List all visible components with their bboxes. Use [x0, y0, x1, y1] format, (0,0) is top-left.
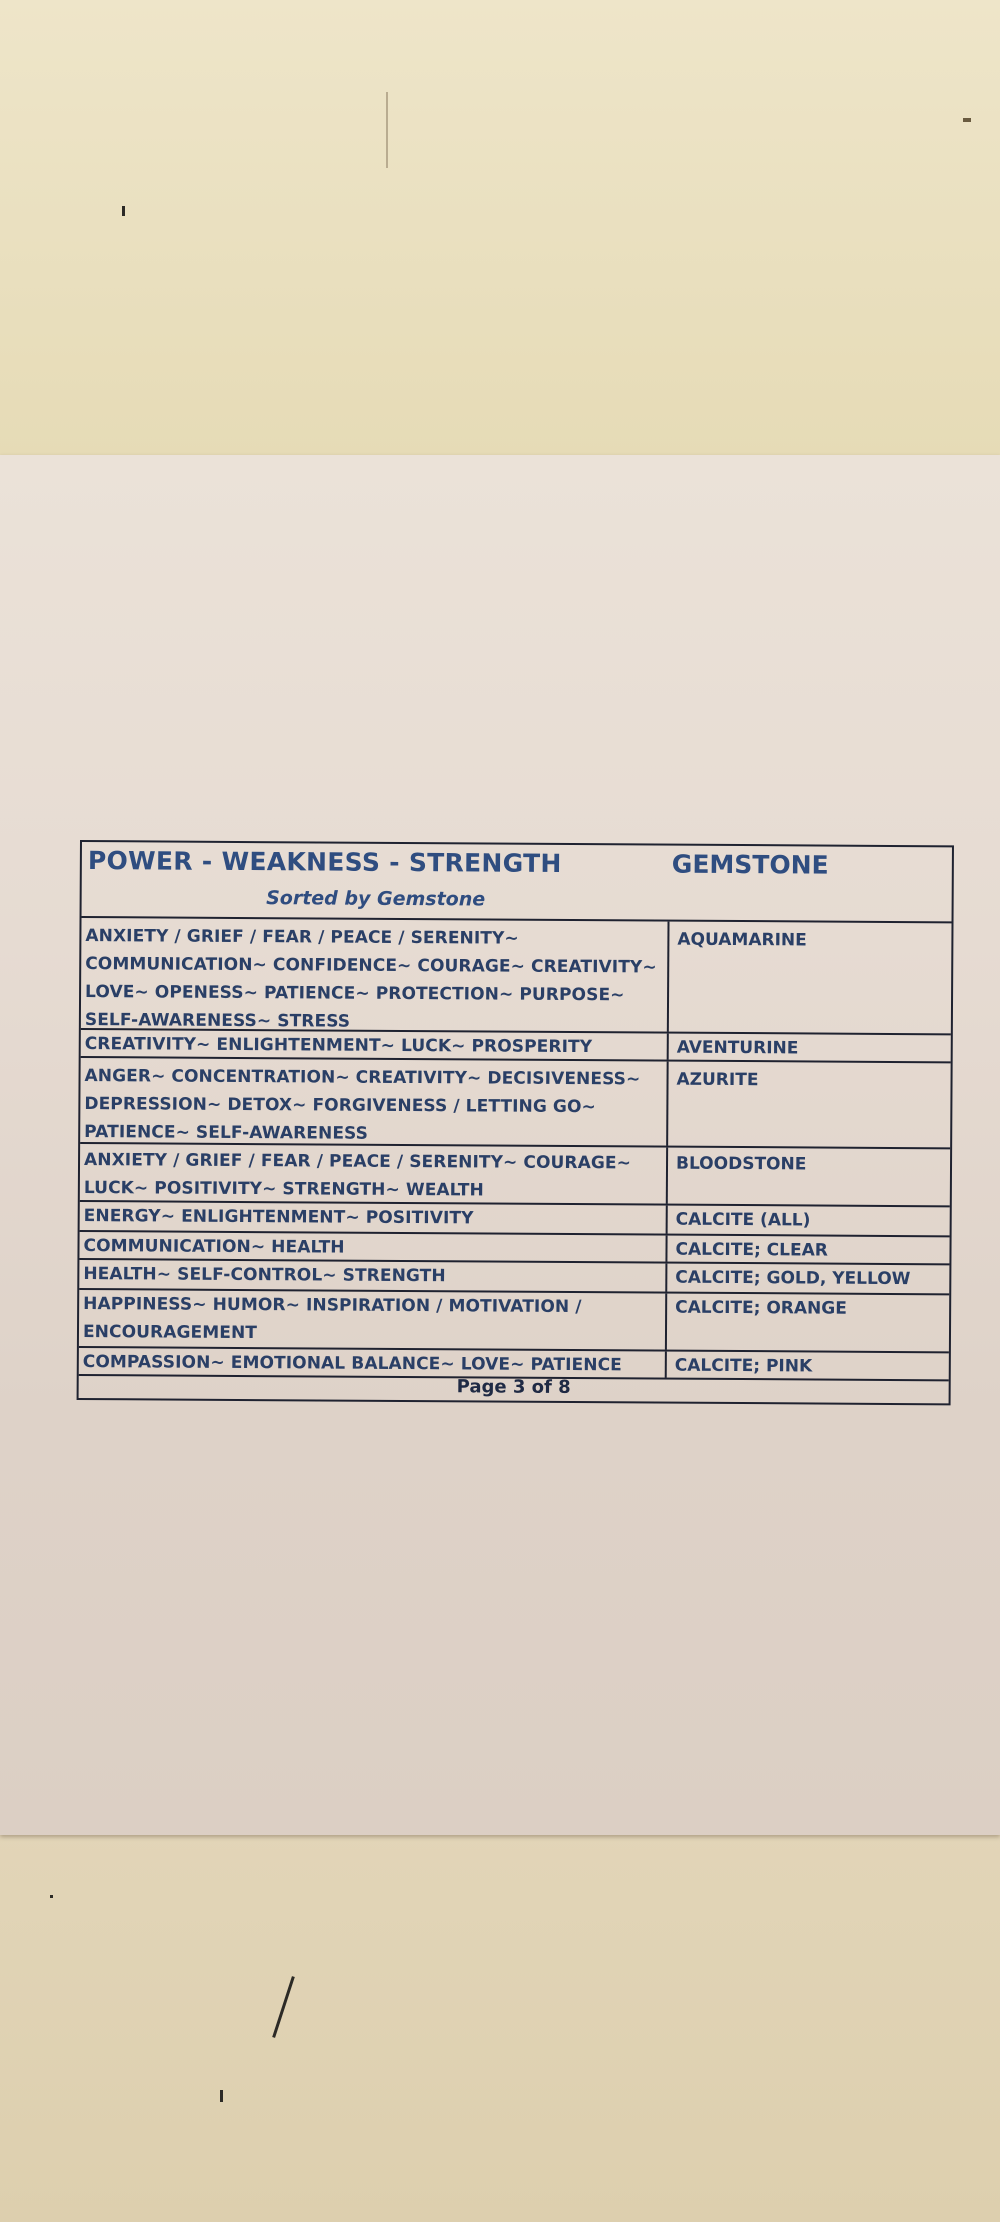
gemstone-table	[77, 840, 954, 1405]
table-header-row	[82, 842, 952, 923]
powers-cell: ENERGY~ ENLIGHTENMENT~ POSITIVITY	[80, 1202, 668, 1234]
speck	[122, 206, 125, 216]
background-surface-top	[0, 0, 1000, 460]
powers-cell: HEALTH~ SELF-CONTROL~ STRENGTH	[79, 1260, 667, 1292]
speck	[386, 92, 388, 168]
gemstone-cell: AQUAMARINE	[677, 929, 807, 951]
table-row	[81, 918, 952, 1035]
powers-cell: ANXIETY / GRIEF / FEAR / PEACE / SERENITY~ COURAGE~ LUCK~ POSITIVITY~ STRENGTH~ WEALTH	[80, 1144, 668, 1204]
gemstone-cell: CALCITE; PINK	[674, 1355, 813, 1377]
background-surface-bottom	[0, 1820, 1000, 2222]
gemstone-cell: BLOODSTONE	[675, 1153, 807, 1175]
table-row	[80, 1144, 950, 1207]
speck	[963, 118, 971, 122]
speck	[220, 2090, 223, 2102]
gemstone-cell: CALCITE; GOLD, YELLOW	[675, 1267, 911, 1290]
powers-cell: ANXIETY / GRIEF / FEAR / PEACE / SERENITY~ COMMUNICATION~ CONFIDENCE~ COURAGE~ CREATIVITY~ LOVE~ OPENESS~ PATIENCE~ PROTECTION~ PURPOSE~ SELF-AWARENESS~ STRESS	[81, 918, 670, 1032]
gemstone-cell: CALCITE; CLEAR	[675, 1239, 828, 1261]
gemstone-cell: CALCITE; ORANGE	[675, 1297, 847, 1319]
powers-cell: ANGER~ CONCENTRATION~ CREATIVITY~ DECISIVENESS~ DEPRESSION~ DETOX~ FORGIVENESS / LETTING GO~ PATIENCE~ SELF-AWARENESS	[80, 1058, 669, 1146]
table-title: POWER - WEAKNESS - STRENGTH	[87, 846, 562, 878]
table-subtitle: Sorted by Gemstone	[266, 887, 486, 911]
powers-cell: CREATIVITY~ ENLIGHTENMENT~ LUCK~ PROSPERITY	[81, 1030, 669, 1060]
gemstone-column-header: GEMSTONE	[671, 849, 829, 880]
gemstone-cell: AZURITE	[676, 1069, 759, 1091]
powers-cell: COMPASSION~ EMOTIONAL BALANCE~ LOVE~ PATIENCE	[79, 1348, 667, 1378]
gemstone-cell: CALCITE (ALL)	[675, 1209, 811, 1231]
table-row	[80, 1058, 951, 1149]
powers-cell: COMMUNICATION~ HEALTH	[79, 1232, 667, 1262]
page-number: Page 3 of 8	[456, 1376, 571, 1399]
powers-cell: HAPPINESS~ HUMOR~ INSPIRATION / MOTIVATION / ENCOURAGEMENT	[79, 1290, 667, 1350]
speck	[50, 1895, 53, 1898]
gemstone-cell: AVENTURINE	[676, 1037, 799, 1059]
table-row	[79, 1290, 949, 1353]
